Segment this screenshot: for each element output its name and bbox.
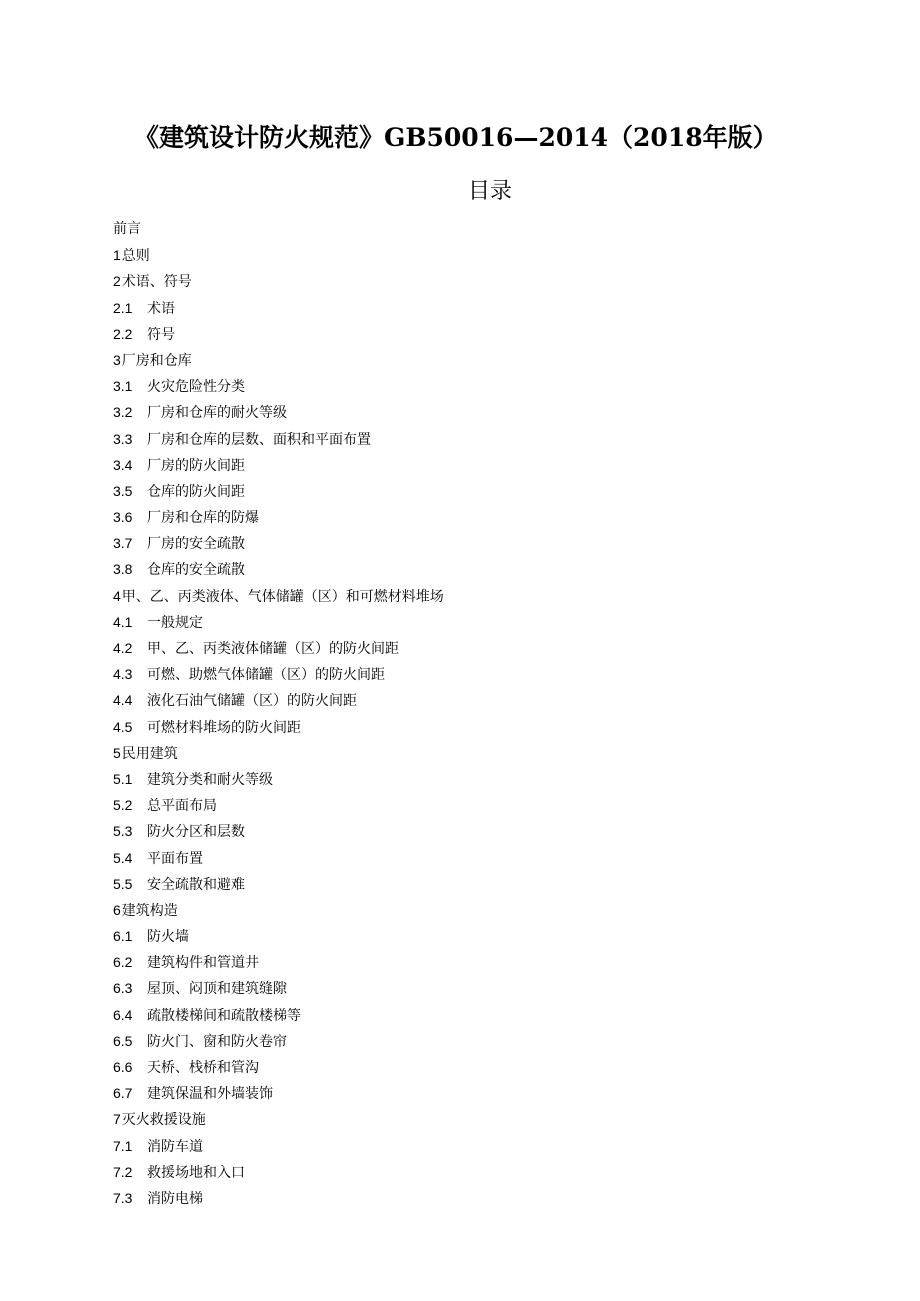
- toc-item-number: 6.7: [113, 1085, 133, 1102]
- toc-item[interactable]: [113, 897, 444, 923]
- toc-item-title: 仓库的防火间距: [147, 483, 245, 500]
- toc-item[interactable]: [113, 1002, 444, 1028]
- toc-item-title: 天桥、栈桥和管沟: [147, 1060, 259, 1076]
- toc-item[interactable]: [113, 818, 444, 844]
- toc-item-title: 可燃材料堆场的防火间距: [147, 719, 301, 736]
- toc-item-title: 消防车道: [147, 1138, 203, 1155]
- toc-item-title: 厂房和仓库: [121, 352, 192, 369]
- toc-item[interactable]: [113, 635, 444, 661]
- toc-item[interactable]: [113, 268, 444, 294]
- toc-item[interactable]: [113, 1028, 444, 1054]
- toc-item-title: 民用建筑: [121, 745, 178, 762]
- toc-item-title: 一般规定: [147, 614, 203, 631]
- toc-item[interactable]: [113, 347, 444, 373]
- toc-item-number: 3: [113, 351, 121, 368]
- toc-item[interactable]: [113, 609, 444, 635]
- toc-item-number: 4.1: [113, 613, 133, 630]
- toc-item[interactable]: [113, 687, 444, 713]
- toc-item-title: 前言: [113, 221, 141, 237]
- toc-item[interactable]: [113, 373, 444, 399]
- toc-item-number: 6.1: [113, 928, 133, 945]
- toc-item[interactable]: [113, 242, 444, 268]
- toc-item-number: 7.3: [113, 1189, 133, 1206]
- toc-item-number: 5: [113, 744, 121, 761]
- toc-item-number: 3.4: [113, 456, 133, 473]
- toc-item-number: 5.1: [113, 770, 133, 787]
- toc-item-title: 建筑构造: [121, 902, 178, 919]
- toc-item-number: 2.2: [113, 325, 133, 342]
- toc-item-title: 灭火救援设施: [121, 1112, 206, 1129]
- toc-item[interactable]: [113, 845, 444, 871]
- toc-item-title: 建筑分类和耐火等级: [147, 771, 273, 788]
- toc-item-number: 4.4: [113, 692, 133, 709]
- toc-item[interactable]: [113, 295, 444, 321]
- toc-item-number: 3.5: [113, 482, 133, 499]
- toc-item-title: 屋顶、闷顶和建筑缝隙: [147, 981, 287, 998]
- toc-item[interactable]: [113, 766, 444, 792]
- toc-item[interactable]: [113, 1106, 444, 1132]
- toc-item-title: 符号: [147, 326, 175, 343]
- toc-item[interactable]: [113, 530, 444, 556]
- toc-item-number: 6: [113, 901, 121, 918]
- toc-item-number: 2: [113, 273, 121, 290]
- toc-item-number: 3.2: [113, 404, 133, 421]
- toc-item-number: 5.4: [113, 849, 133, 866]
- toc-item-title: 疏散楼梯间和疏散楼梯等: [147, 1007, 301, 1024]
- toc-item[interactable]: [113, 740, 444, 766]
- toc-item[interactable]: [113, 661, 444, 687]
- toc-item[interactable]: [113, 1185, 444, 1211]
- toc-item-number: 1: [113, 247, 121, 264]
- toc-item-number: 6.4: [113, 1006, 133, 1023]
- toc-item[interactable]: [113, 949, 444, 975]
- toc-item-title: 防火分区和层数: [147, 824, 245, 841]
- toc-item[interactable]: [113, 871, 444, 897]
- toc-item-title: 厂房和仓库的层数、面积和平面布置: [147, 431, 371, 448]
- toc-item-number: 6.6: [113, 1059, 133, 1075]
- toc-item[interactable]: [113, 923, 444, 949]
- toc-item-number: 4: [113, 587, 121, 604]
- toc-item-number: 6.3: [113, 980, 133, 997]
- toc-item[interactable]: [113, 556, 444, 582]
- toc-item-title: 可燃、助燃气体储罐（区）的防火间距: [147, 667, 385, 684]
- toc-item[interactable]: [113, 583, 444, 609]
- toc-item-title: 建筑构件和管道井: [147, 955, 259, 972]
- toc-item-title: 安全疏散和避难: [147, 876, 245, 893]
- toc-item-number: 6.5: [113, 1032, 133, 1049]
- toc-item-title: 总则: [121, 248, 150, 265]
- toc-item-title: 厂房的防火间距: [147, 457, 245, 474]
- toc-item-number: 4.3: [113, 666, 133, 683]
- toc-item[interactable]: [113, 1159, 444, 1185]
- toc-item-number: 3.8: [113, 561, 133, 578]
- document-title: 《建筑设计防火规范》GB50016—2014（2018年版）: [134, 123, 778, 152]
- toc-item-title: 厂房的安全疏散: [147, 536, 245, 553]
- toc-item[interactable]: [113, 426, 444, 452]
- toc-item[interactable]: [113, 714, 444, 740]
- toc-item-number: 3.1: [113, 378, 133, 395]
- toc-item[interactable]: [113, 321, 444, 347]
- toc-item-title: 建筑保温和外墙装饰: [147, 1086, 273, 1103]
- toc-item-number: 7.2: [113, 1163, 133, 1180]
- toc-item[interactable]: [113, 399, 444, 425]
- toc-item-title: 厂房和仓库的耐火等级: [147, 405, 287, 422]
- toc-item-title: 防火门、窗和防火卷帘: [147, 1033, 287, 1050]
- toc-item-title: 救援场地和入口: [147, 1164, 245, 1181]
- toc-item-title: 术语: [147, 300, 175, 317]
- toc-item-title: 液化石油气储罐（区）的防火间距: [147, 693, 357, 710]
- toc-item-number: 5.2: [113, 797, 133, 814]
- toc-item-number: 5.3: [113, 823, 133, 840]
- toc-list: [113, 216, 444, 1211]
- toc-item-title: 防火墙: [147, 929, 189, 946]
- toc-item-number: 6.2: [113, 954, 133, 971]
- toc-item-title: 平面布置: [147, 850, 203, 867]
- toc-heading: 目录: [467, 179, 512, 204]
- toc-item[interactable]: [113, 975, 444, 1001]
- toc-item-number: 4.5: [113, 718, 133, 735]
- toc-item[interactable]: [113, 504, 444, 530]
- toc-item-title: 仓库的安全疏散: [147, 562, 245, 579]
- toc-item[interactable]: [113, 452, 444, 478]
- toc-item-number: 5.5: [113, 875, 133, 892]
- toc-item-number: 4.2: [113, 640, 133, 656]
- toc-item-title: 甲、乙、丙类液体储罐（区）的防火间距: [147, 641, 399, 657]
- toc-item-number: 7: [113, 1111, 121, 1128]
- toc-item-title: 火灾危险性分类: [147, 379, 245, 396]
- toc-item-number: 3.3: [113, 430, 133, 447]
- toc-item-title: 消防电梯: [147, 1190, 203, 1207]
- toc-item-title: 术语、符号: [121, 274, 192, 291]
- toc-item[interactable]: [113, 216, 444, 242]
- toc-item-title: 厂房和仓库的防爆: [147, 510, 259, 527]
- toc-item-title: 甲、乙、丙类液体、气体储罐（区）和可燃材料堆场: [121, 588, 444, 605]
- toc-item[interactable]: [113, 478, 444, 504]
- toc-item-number: 3.6: [113, 509, 133, 526]
- toc-item-number: 2.1: [113, 299, 133, 316]
- toc-item[interactable]: [113, 792, 444, 818]
- toc-item[interactable]: [113, 1133, 444, 1159]
- toc-item-number: 3.7: [113, 535, 133, 552]
- toc-item-number: 7.1: [113, 1137, 133, 1154]
- toc-item-title: 总平面布局: [147, 798, 217, 815]
- toc-item[interactable]: [113, 1080, 444, 1106]
- toc-item[interactable]: [113, 1054, 444, 1080]
